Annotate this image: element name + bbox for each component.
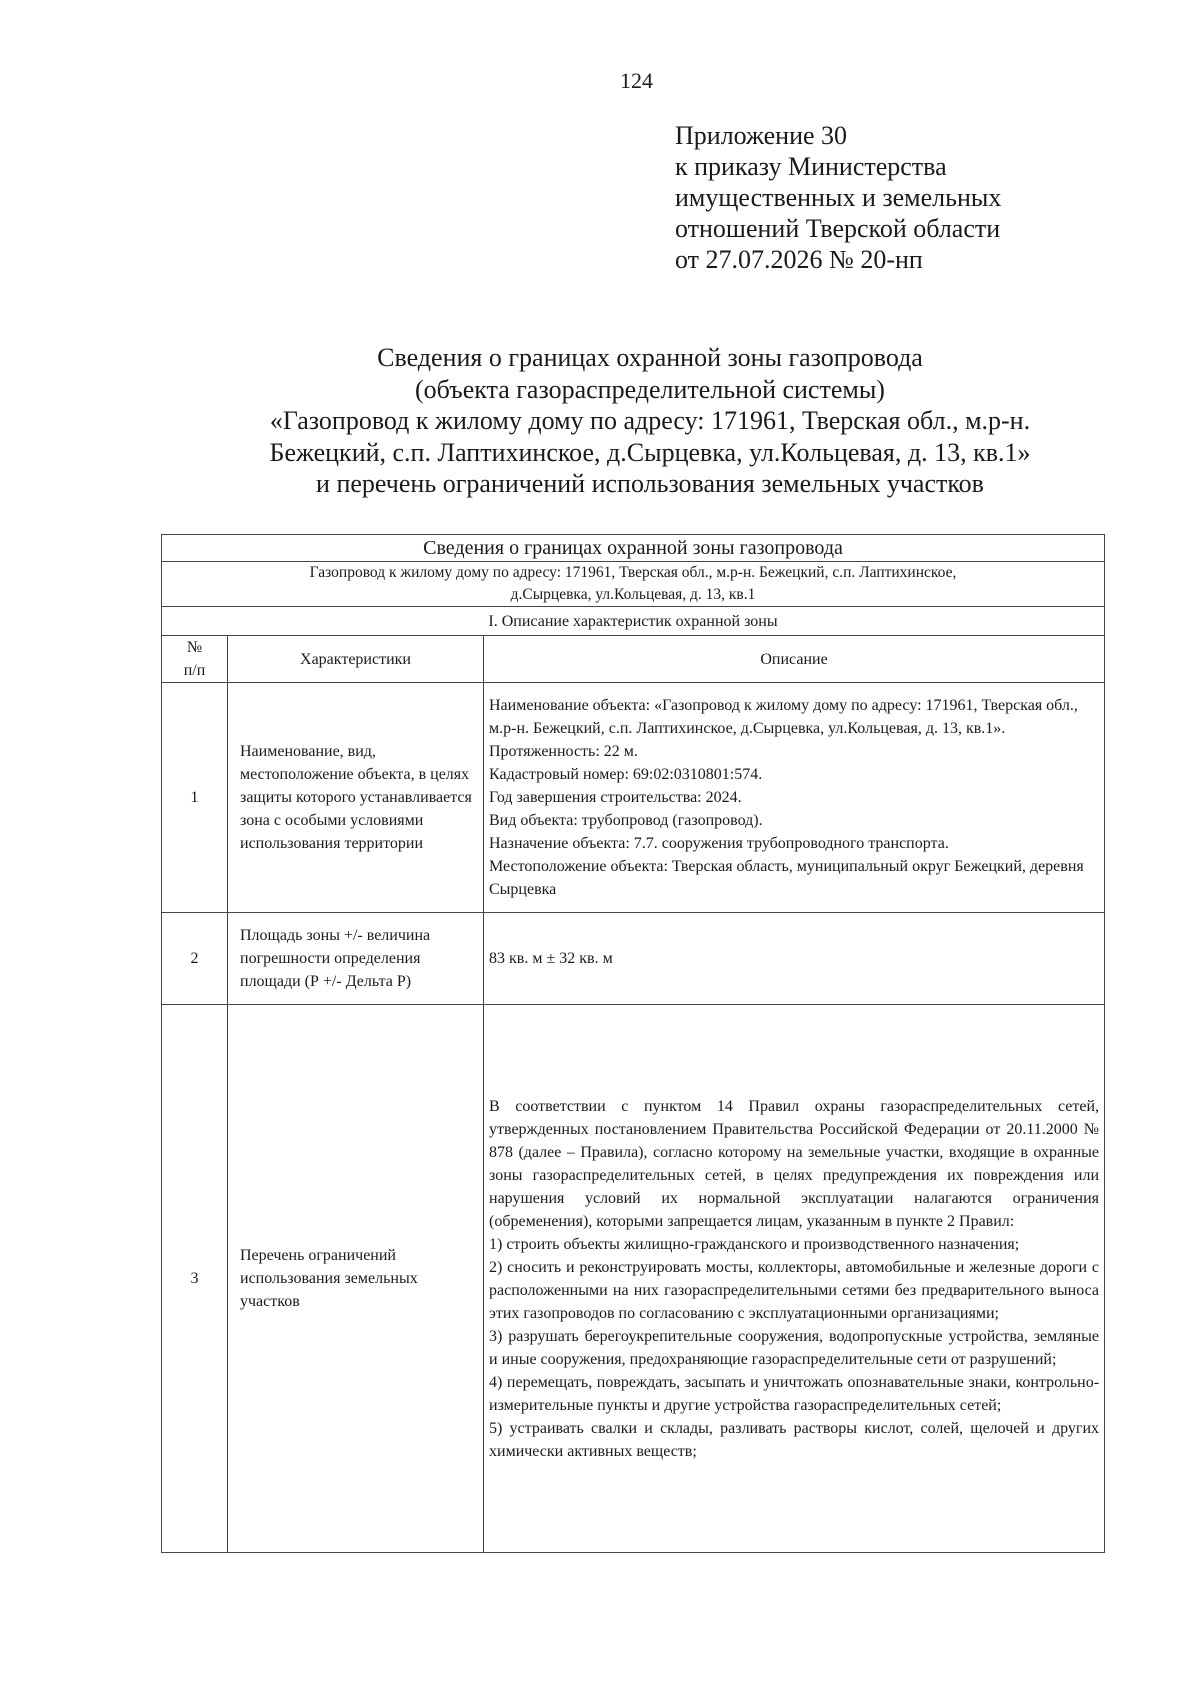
title-line: и перечень ограничений использования земельных участков bbox=[316, 469, 984, 498]
description-paragraph: 3) разрушать берегоукрепительные сооружения, водопропускные устройства, земляные и иные сооружения, предохраняющие газораспределительные сети от разрушений; bbox=[489, 1327, 1100, 1368]
row-description bbox=[484, 683, 1105, 913]
appendix-line: к приказу Министерства bbox=[675, 152, 947, 181]
zone-info-table bbox=[161, 534, 1105, 1553]
row-number: 1 bbox=[162, 683, 228, 913]
row-description: 83 кв. м ± 32 кв. м bbox=[484, 913, 1105, 1005]
description-line: Кадастровый номер: 69:02:0310801:574. bbox=[489, 766, 763, 783]
description-paragraph: 5) устраивать свалки и склады, разливать растворы кислот, солей, щелочей и других химически активных веществ; bbox=[489, 1419, 1100, 1460]
description-line: Протяженность: 22 м. bbox=[489, 743, 638, 760]
table-subheader bbox=[162, 562, 1105, 607]
section-row bbox=[162, 607, 1105, 636]
appendix-block bbox=[675, 120, 1001, 275]
column-header-characteristics: Характеристики bbox=[228, 636, 484, 683]
row-characteristic: Наименование, вид, местоположение объекта, в целях защиты которого устанавливается зона с особыми условиями использования территории bbox=[228, 683, 484, 913]
description-line: Местоположение объекта: Тверская область, муниципальный округ Бежецкий, деревня Сырцевка bbox=[489, 858, 1084, 898]
title-line: Сведения о границах охранной зоны газопровода bbox=[377, 343, 923, 372]
title-line: (объекта газораспределительной системы) bbox=[415, 374, 885, 404]
appendix-line: Приложение 30 bbox=[675, 121, 848, 150]
description-paragraph: В соответствии с пунктом 14 Правил охраны газораспределительных сетей, утвержденных постановлением Правительства Российской Федерации от 20.11.2000 № 878 (далее – Правила), согласно которому на земельные участки, входящие в охранные зоны газораспределительных сетей, в целях предупреждения их повреждения или нарушения условий их нормальной эксплуатации налагаются ограничения (обременения), которыми запрещается лицам, указанным в пункте 2 Правил: bbox=[489, 1097, 1100, 1230]
row-characteristic: Перечень ограничений использования земельных участков bbox=[228, 1005, 484, 1553]
description-paragraph: 2) сносить и реконструировать мосты, коллекторы, автомобильные и железные дороги с расположенными на них газораспределительными сетями без предварительного выноса этих газопроводов по согласованию с эксплуатационными организациями; bbox=[489, 1258, 1100, 1322]
appendix-line: от 27.07.2026 № 20-нп bbox=[675, 245, 923, 274]
row-number: 3 bbox=[162, 1005, 228, 1553]
column-header-number-line2: п/п bbox=[183, 662, 206, 679]
title-line: Бежецкий, с.п. Лаптихинское, д.Сырцевка, ул.Кольцевая, д. 13, кв.1» bbox=[269, 437, 1031, 467]
row-number: 2 bbox=[162, 913, 228, 1005]
column-header-number-line1: № bbox=[186, 639, 203, 656]
appendix-line: отношений Тверской области bbox=[675, 214, 1001, 243]
table-header-row bbox=[162, 535, 1105, 562]
row-description bbox=[484, 1005, 1105, 1553]
row-characteristic: Площадь зоны +/- величина погрешности определения площади (Р +/- Дельта Р) bbox=[228, 913, 484, 1005]
table-row bbox=[162, 1005, 1105, 1553]
subheader-line: д.Сырцевка, ул.Кольцевая, д. 13, кв.1 bbox=[510, 586, 756, 603]
table-header: Сведения о границах охранной зоны газопровода bbox=[162, 535, 1105, 562]
table-subheader-row bbox=[162, 562, 1105, 607]
description-paragraph: 1) строить объекты жилищно-гражданского и производственного назначения; bbox=[489, 1235, 1020, 1253]
description-line: Наименование объекта: «Газопровод к жилому дому по адресу: 171961, Тверская обл., м.р-н. Бежецкий, с.п. Лаптихинское, д.Сырцевка, ул.Кольцевая, д. 13, кв.1». bbox=[489, 697, 1078, 737]
description-line: Назначение объекта: 7.7. сооружения трубопроводного транспорта. bbox=[489, 835, 949, 852]
column-header-description: Описание bbox=[484, 636, 1105, 683]
page-number: 124 bbox=[620, 68, 653, 93]
title-line: «Газопровод к жилому дому по адресу: 171961, Тверская обл., м.р-н. bbox=[269, 406, 1031, 435]
document-title bbox=[150, 342, 1150, 500]
section-title: I. Описание характеристик охранной зоны bbox=[162, 607, 1105, 636]
description-line: Год завершения строительства: 2024. bbox=[489, 789, 742, 806]
appendix-line: имущественных и земельных bbox=[675, 183, 1002, 212]
table-row bbox=[162, 913, 1105, 1005]
column-header-row bbox=[162, 636, 1105, 683]
table-row bbox=[162, 683, 1105, 913]
subheader-line: Газопровод к жилому дому по адресу: 171961, Тверская обл., м.р-н. Бежецкий, с.п. Лаптихинское, bbox=[309, 564, 957, 581]
description-line: Вид объекта: трубопровод (газопровод). bbox=[489, 812, 763, 829]
column-header-number bbox=[162, 636, 228, 683]
description-paragraph: 4) перемещать, повреждать, засыпать и уничтожать опознавательные знаки, контрольно-измерительные пункты и другие устройства газораспределительных сетей; bbox=[489, 1373, 1100, 1414]
